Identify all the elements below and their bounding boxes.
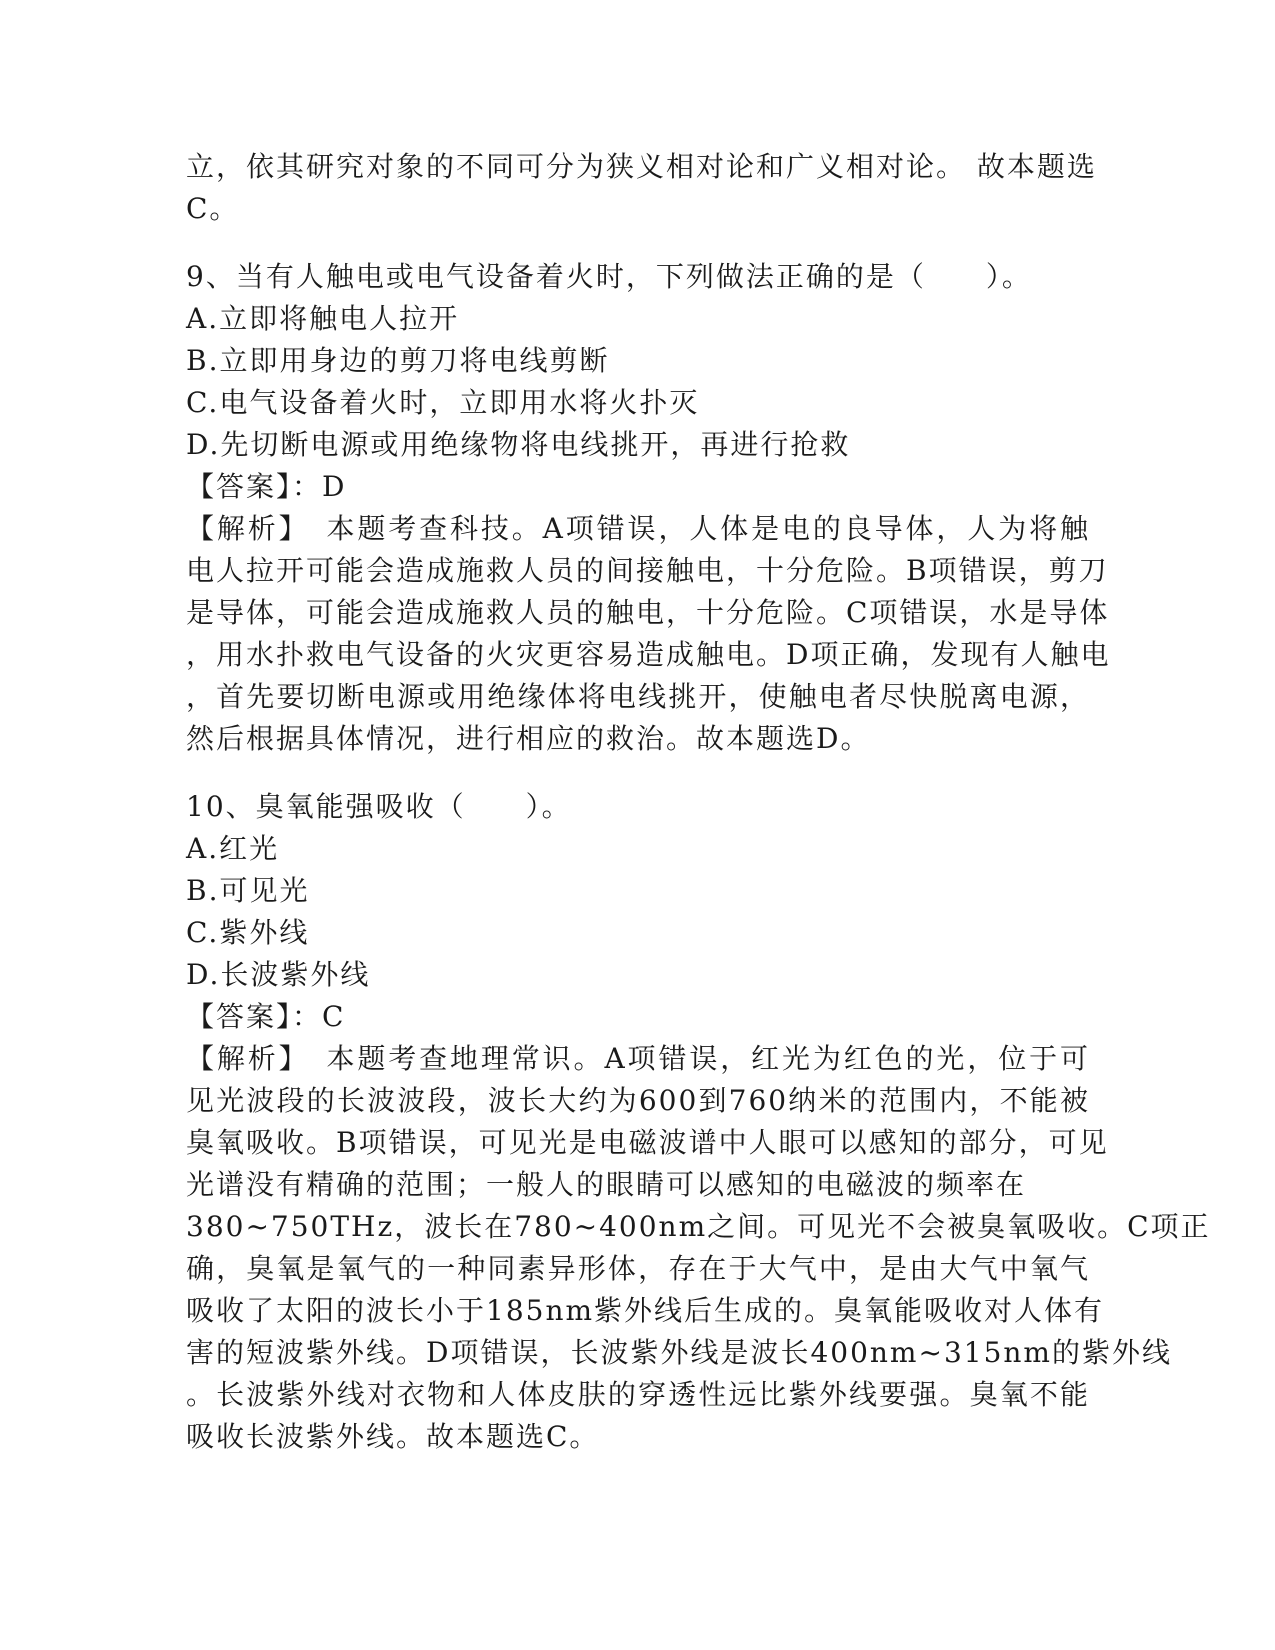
question-10-explanation-line: 光谱没有精确的范围；一般人的眼睛可以感知的电磁波的频率在 — [186, 1168, 1027, 1201]
question-10-explanation-line: 见光波段的长波波段，波长大约为600到760纳米的范围内，不能被 — [186, 1084, 1090, 1117]
question-9-explanation-line: 电人拉开可能会造成施救人员的间接触电，十分危险。B项错误，剪刀 — [186, 554, 1109, 587]
question-10-explanation-line: 380~750THz，波长在780~400nm之间。可见光不会被臭氧吸收。C项正 — [186, 1210, 1211, 1243]
question-10-explanation-line: 确，臭氧是氧气的一种同素异形体，存在于大气中，是由大气中氧气 — [186, 1252, 1090, 1285]
question-9-explanation-line: 然后根据具体情况，进行相应的救治。故本题选D。 — [186, 722, 871, 755]
question-10-explanation-line: 害的短波紫外线。D项错误，长波紫外线是波长400nm~315nm的紫外线 — [186, 1336, 1172, 1369]
prev-explanation-line: C。 — [186, 192, 240, 225]
question-10-option-c: C.紫外线 — [186, 916, 310, 949]
question-9-option-a: A.立即将触电人拉开 — [186, 302, 460, 335]
question-10-explanation-line: 吸收了太阳的波长小于185nm紫外线后生成的。臭氧能吸收对人体有 — [186, 1294, 1105, 1327]
document-page — [186, 146, 1211, 1458]
question-10-option-d: D.长波紫外线 — [186, 958, 371, 991]
question-10-answer: 【答案】：C — [186, 1000, 346, 1033]
question-9-explanation-line: ，首先要切断电源或用绝缘体将电线挑开，使触电者尽快脱离电源， — [186, 680, 1090, 713]
question-10-option-b: B.可见光 — [186, 874, 310, 907]
question-10-explanation-line: 臭氧吸收。B项错误，可见光是电磁波谱中人眼可以感知的部分，可见 — [186, 1126, 1109, 1159]
question-9-explanation-line: 是导体，可能会造成施救人员的触电，十分危险。C项错误，水是导体 — [186, 596, 1110, 629]
question-10-option-a: A.红光 — [186, 832, 280, 865]
question-9-option-b: B.立即用身边的剪刀将电线剪断 — [186, 344, 610, 377]
question-9-option-c: C.电气设备着火时，立即用水将火扑灭 — [186, 386, 700, 419]
question-10-text: 10、臭氧能强吸收（ ）。 — [186, 790, 572, 823]
question-10-explanation-line: 【解析】 本题考查地理常识。A项错误，红光为红色的光，位于可 — [186, 1042, 1090, 1075]
prev-explanation-line: 立，依其研究对象的不同可分为狭义相对论和广义相对论。 故本题选 — [186, 150, 1097, 183]
question-9-explanation-line: ，用水扑救电气设备的火灾更容易造成触电。D项正确，发现有人触电 — [186, 638, 1111, 671]
question-10-explanation-line: 吸收长波紫外线。故本题选C。 — [186, 1420, 600, 1453]
question-9-explanation-line: 【解析】 本题考查科技。A项错误，人体是电的良导体，人为将触 — [186, 512, 1090, 545]
question-9-text: 9、当有人触电或电气设备着火时，下列做法正确的是（ ）。 — [186, 260, 1032, 293]
question-9-answer: 【答案】：D — [186, 470, 347, 503]
question-9-option-d: D.先切断电源或用绝缘物将电线挑开，再进行抢救 — [186, 428, 851, 461]
question-10-explanation-line: 。长波紫外线对衣物和人体皮肤的穿透性远比紫外线要强。臭氧不能 — [186, 1378, 1090, 1411]
